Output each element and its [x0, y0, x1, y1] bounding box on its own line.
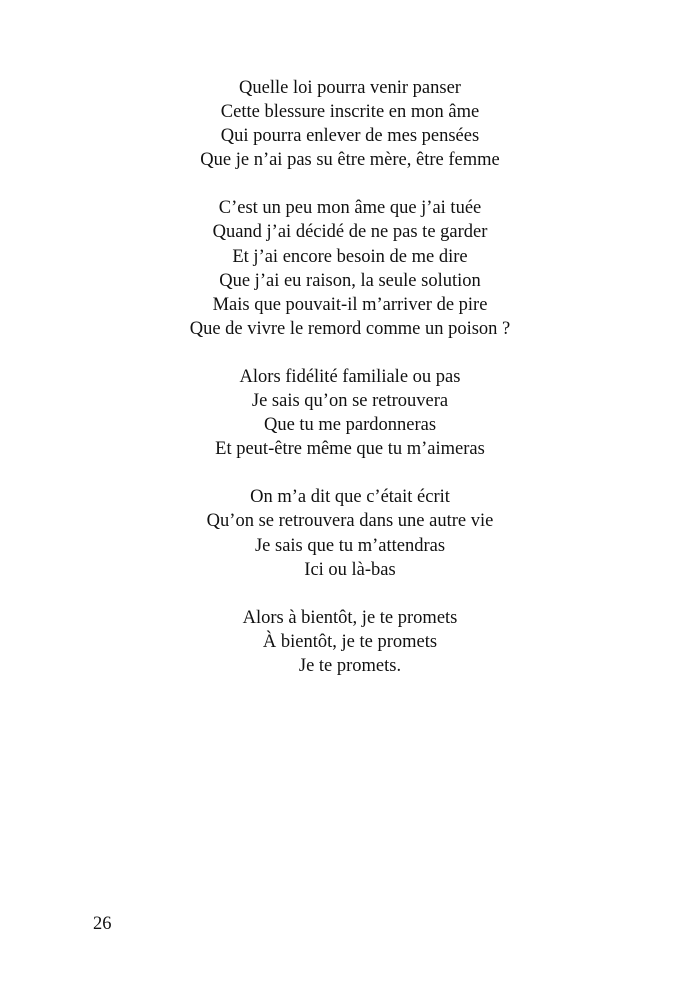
poem-line: Je sais que tu m’attendras — [254, 535, 446, 556]
poem-line: Alors à bientôt, je te promets — [242, 607, 458, 628]
stanza-5 — [0, 606, 700, 678]
poem-line: C’est un peu mon âme que j’ai tuée — [218, 198, 482, 219]
poem-line: Que je n’ai pas su être mère, être femme — [200, 150, 500, 171]
poem-line: Qui pourra enlever de mes pensées — [220, 126, 480, 147]
poem-line: Ici ou là-bas — [304, 559, 396, 580]
poem-line: Et j’ai encore besoin de me dire — [232, 246, 468, 267]
poem-line: On m’a dit que c’était écrit — [250, 487, 450, 508]
poem-line: Que j’ai eu raison, la seule solution — [219, 270, 481, 291]
poem-line: À bientôt, je te promets — [262, 631, 438, 652]
poem-line: Que tu me pardonneras — [263, 415, 437, 436]
page-number: 26 — [93, 914, 112, 934]
stanza-4 — [0, 485, 700, 581]
stanza-1 — [0, 76, 700, 172]
stanza-3 — [0, 365, 700, 461]
stanza-2 — [0, 196, 700, 341]
poem-line: Et peut-être même que tu m’aimeras — [215, 439, 485, 460]
poem-line: Je sais qu’on se retrouvera — [251, 391, 449, 412]
poem-line: Qu’on se retrouvera dans une autre vie — [206, 511, 494, 532]
poem-line: Quand j’ai décidé de ne pas te garder — [212, 222, 488, 243]
poem-line: Que de vivre le remord comme un poison ? — [189, 318, 511, 339]
poem — [0, 76, 700, 702]
poem-line: Cette blessure inscrite en mon âme — [220, 102, 480, 123]
poem-line: Alors fidélité familiale ou pas — [239, 366, 461, 387]
poem-line: Quelle loi pourra venir panser — [239, 78, 461, 98]
poem-line: Mais que pouvait-il m’arriver de pire — [212, 294, 488, 315]
poem-line: Je te promets. — [298, 655, 402, 676]
